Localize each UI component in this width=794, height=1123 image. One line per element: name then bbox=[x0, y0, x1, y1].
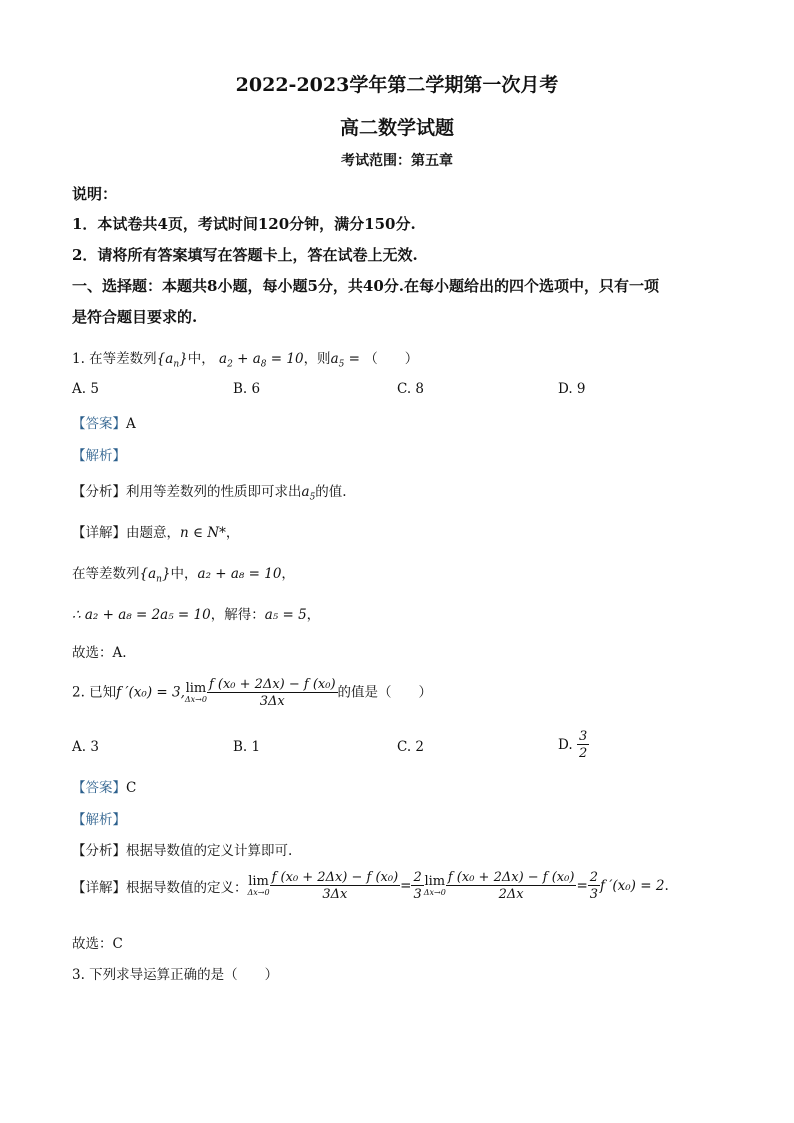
q1-seq-sub: n bbox=[173, 359, 180, 370]
question-3-stem: 3. 下列求导运算正确的是（ ） bbox=[72, 967, 279, 983]
q2-xj-lim-2-word: lim bbox=[424, 874, 446, 889]
q2-fraction-num: f (x₀ + 2Δx) − f (x₀) bbox=[208, 677, 336, 692]
q1-xiangjie-line-2 bbox=[72, 562, 295, 585]
q2-xj-tail: f ′(x₀) = 2 bbox=[600, 878, 665, 894]
q2-xiangjie-tag: 【详解】 bbox=[72, 880, 126, 896]
q1-xiangjie-tag: 【详解】 bbox=[72, 525, 126, 541]
q1-stem-a: 1. 在等差数列 bbox=[72, 351, 157, 367]
exam-scope: 考试范围：第五章 bbox=[341, 153, 453, 169]
section-heading-line-1: 一、选择题：本题共8小题，每小题5分，共40分.在每小题给出的四个选项中，只有一项 bbox=[72, 277, 659, 295]
q2-option-c: C. 2 bbox=[397, 739, 425, 755]
q2-lim bbox=[185, 682, 207, 704]
q2-stem-a: 2. 已知 bbox=[72, 684, 117, 701]
section-heading-line-2: 是符合题目要求的. bbox=[72, 308, 198, 326]
q2-xiangjie bbox=[72, 870, 669, 902]
q2-analysis-tag: 【解析】 bbox=[72, 812, 126, 828]
q2-xj-coef-2 bbox=[588, 870, 600, 902]
q2-option-b: B. 1 bbox=[233, 739, 261, 755]
q2-option-d-num: 3 bbox=[578, 729, 588, 744]
q1-xj2-end: ， bbox=[281, 566, 295, 582]
q1-fenxi-math: $a_5$ bbox=[301, 484, 316, 503]
q2-xj-lim-1-word: lim bbox=[248, 874, 269, 889]
q2-answer-tag: 【答案】 bbox=[72, 780, 126, 796]
q2-xj-eq-2: = bbox=[576, 878, 588, 894]
q1-seq-open: {a bbox=[156, 351, 174, 367]
q2-option-d bbox=[558, 729, 589, 761]
q1-fenxi-end: 的值. bbox=[315, 484, 347, 500]
q2-answer-value: C bbox=[126, 780, 137, 796]
q1-xj3-end: ， bbox=[306, 607, 321, 623]
q2-option-a: A. 3 bbox=[72, 739, 99, 755]
exam-subtitle: 高二数学试题 bbox=[339, 117, 454, 139]
q2-fraction bbox=[207, 677, 338, 709]
q1-xj2-mid: 中， bbox=[170, 566, 198, 582]
q1-ask: $a_5$ bbox=[330, 351, 345, 370]
notes-heading: 说明： bbox=[72, 185, 118, 203]
q2-fraction-den: 3Δx bbox=[259, 694, 285, 709]
q1-ask-end: = （ ） bbox=[344, 351, 419, 367]
q2-xj-lim-1 bbox=[248, 875, 270, 897]
q1-analysis-tag: 【解析】 bbox=[72, 448, 126, 464]
q1-xj2-math: a₂ + a₈ = 10 bbox=[197, 566, 282, 582]
q1-xiangjie-line-3 bbox=[72, 603, 320, 623]
q1-option-b: B. 6 bbox=[233, 381, 261, 397]
q2-xj-frac-2-den: 2Δx bbox=[498, 887, 524, 902]
q2-lim-sub: Δx→0 bbox=[184, 695, 207, 704]
q1-xj2-seq: $\{a_n\}$ bbox=[139, 566, 171, 585]
q2-xj-coef-den: 3 bbox=[413, 887, 422, 902]
q1-condition: $a_2 + a_8 = 10$ bbox=[219, 351, 304, 370]
q2-xj-coef-2-den: 3 bbox=[589, 887, 599, 902]
q1-fenxi-text: 利用等差数列的性质即可求出 bbox=[126, 484, 302, 500]
q1-answer-value: A bbox=[126, 416, 136, 432]
q1-option-d: D. 9 bbox=[558, 381, 586, 397]
q2-xj-frac-1-num: f (x₀ + 2Δx) − f (x₀) bbox=[271, 870, 399, 885]
q1-xj1: 由题意， bbox=[126, 525, 180, 541]
q2-fenxi bbox=[72, 839, 292, 859]
q1-answer bbox=[72, 412, 136, 432]
q1-fenxi bbox=[72, 480, 347, 503]
q1-xj3-mid: ，解得： bbox=[210, 607, 265, 623]
notes-item-1: 1．本试卷共4页，考试时间120分钟，满分150分. bbox=[72, 215, 416, 233]
q2-xj-lim-2 bbox=[424, 875, 446, 897]
q1-xj1-math: n ∈ N* bbox=[180, 525, 226, 541]
q2-lim-word: lim bbox=[185, 681, 207, 696]
q2-choose: 故选：C bbox=[72, 936, 123, 952]
q2-xj-frac-2-num: f (x₀ + 2Δx) − f (x₀) bbox=[447, 870, 575, 885]
q1-xj3-res: a₅ = 5 bbox=[264, 607, 307, 623]
q1-stem-c: ，则 bbox=[303, 351, 331, 367]
q1-option-a: A. 5 bbox=[72, 381, 99, 397]
q2-xj-coef-num: 2 bbox=[413, 870, 422, 885]
q2-xj-lim-1-sub: Δx→0 bbox=[247, 888, 270, 897]
q1-xj2: 在等差数列 bbox=[72, 566, 140, 582]
q1-fenxi-tag: 【分析】 bbox=[72, 484, 126, 500]
q1-seq-close: } bbox=[179, 351, 188, 367]
q2-fenxi-tag: 【分析】 bbox=[72, 843, 126, 859]
q2-xj-frac-1 bbox=[270, 870, 401, 902]
q2-xj-coef bbox=[411, 870, 423, 902]
q2-xj-coef-2-num: 2 bbox=[589, 870, 599, 885]
q2-option-d-fraction bbox=[577, 729, 589, 761]
q1-xj3-math: ∴ a₂ + a₈ = 2a₅ = 10 bbox=[72, 607, 211, 623]
q1-seq bbox=[156, 351, 188, 370]
q2-stem-b: 的值是（ ） bbox=[337, 684, 433, 701]
q2-fenxi-text: 根据导数值的定义计算即可. bbox=[126, 843, 293, 859]
q1-xj1-end: ， bbox=[225, 525, 240, 541]
q2-answer bbox=[72, 776, 136, 796]
question-1-stem bbox=[72, 347, 418, 370]
q2-xj-frac-1-den: 3Δx bbox=[322, 887, 348, 902]
q2-xj-eq-1: = bbox=[400, 878, 412, 894]
notes-item-2: 2．请将所有答案填写在答题卡上，答在试卷上无效. bbox=[72, 246, 418, 264]
q1-answer-tag: 【答案】 bbox=[72, 416, 126, 432]
q2-xj-lim-2-sub: Δx→0 bbox=[423, 888, 446, 897]
q1-xiangjie-line-1 bbox=[72, 521, 239, 541]
q2-condition: f ′(x₀) = 3, bbox=[116, 684, 185, 701]
q2-option-d-label: D. bbox=[558, 737, 573, 753]
exam-title: 2022-2023学年第二学期第一次月考 bbox=[235, 74, 559, 96]
q2-xj-frac-2 bbox=[446, 870, 577, 902]
q2-xj-end: . bbox=[664, 878, 669, 894]
q1-option-c: C. 8 bbox=[397, 381, 425, 397]
q1-choose: 故选：A. bbox=[72, 645, 127, 661]
q2-option-d-den: 2 bbox=[578, 746, 588, 761]
q1-stem-b: 中， bbox=[187, 351, 215, 367]
q2-xj-text: 根据导数值的定义： bbox=[126, 880, 248, 896]
question-2-stem bbox=[72, 677, 432, 709]
